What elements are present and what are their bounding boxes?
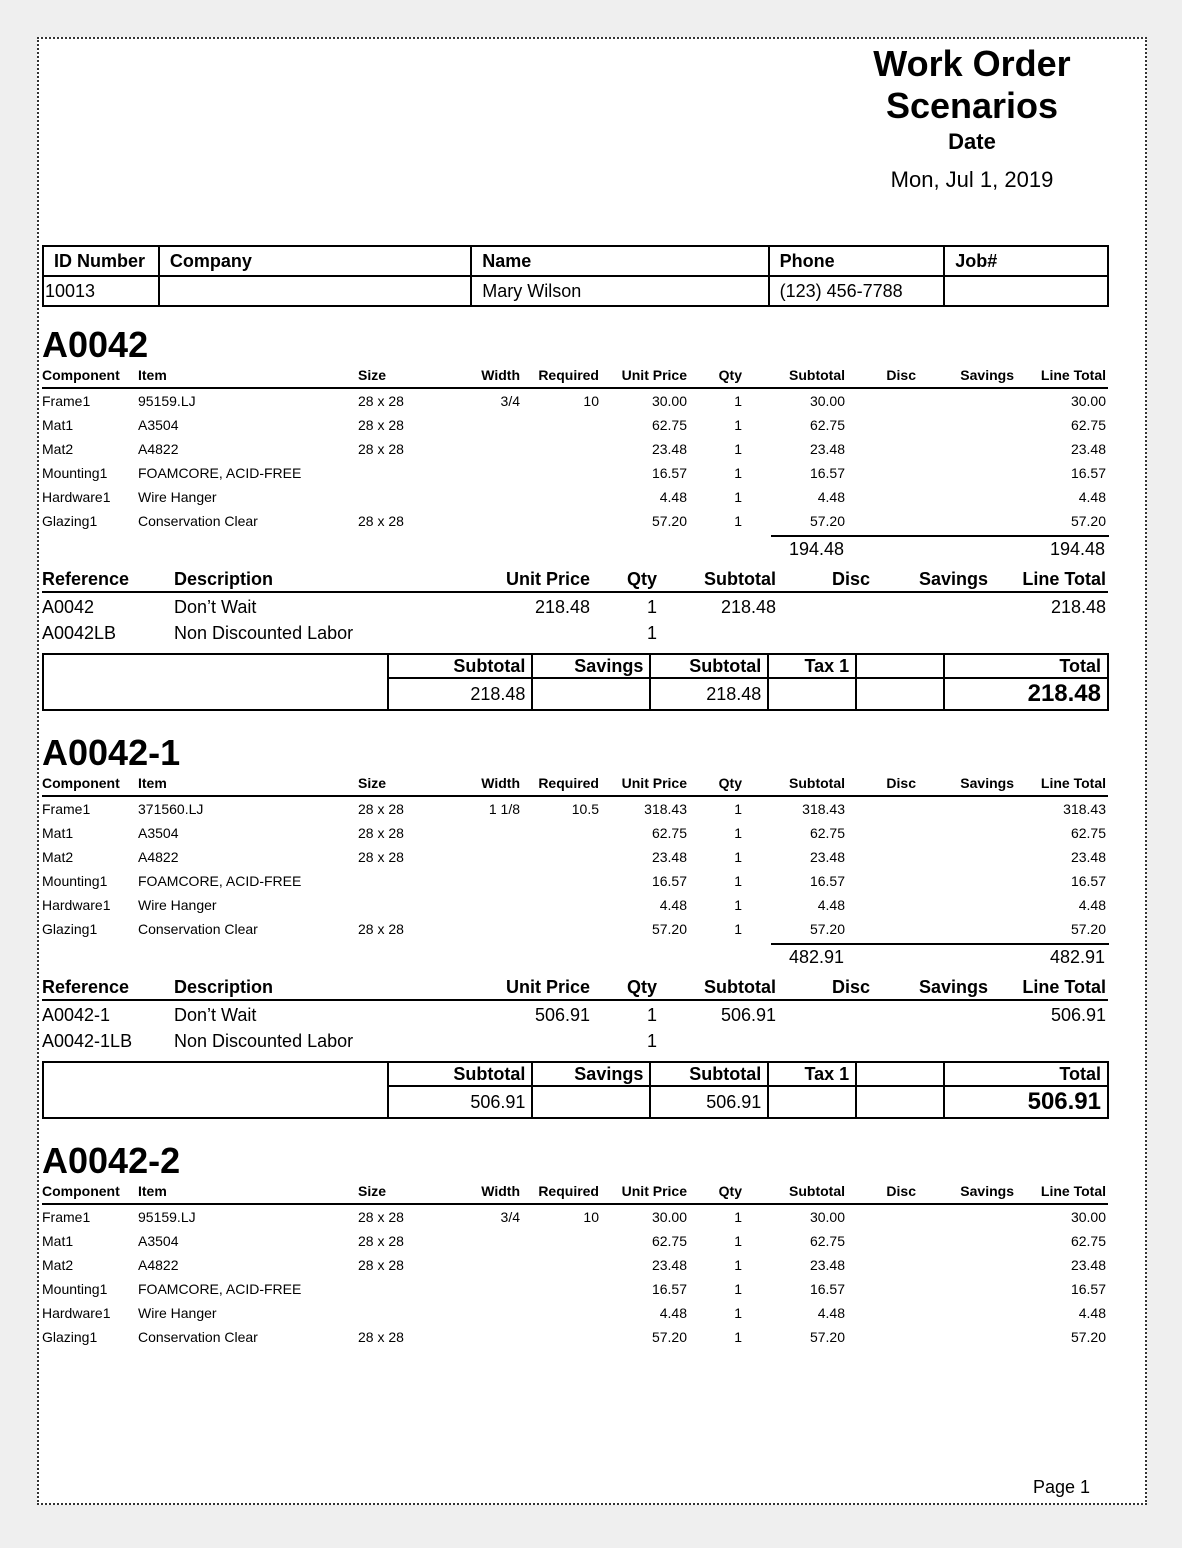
component-cell: Mat1	[42, 825, 74, 841]
component-cell: 4.48	[1078, 489, 1106, 505]
component-cell: 16.57	[809, 465, 845, 481]
component-header-cell: Item	[138, 775, 167, 791]
component-cell: A4822	[138, 1257, 179, 1273]
component-header-cell: Unit Price	[621, 1183, 687, 1199]
component-row	[42, 391, 1108, 413]
reference-header-row	[42, 975, 1108, 1001]
component-cell: A3504	[138, 1233, 179, 1249]
component-cell: 30.00	[1070, 1209, 1106, 1225]
component-cell: 30.00	[651, 393, 687, 409]
reference-cell: A0042LB	[42, 623, 117, 643]
component-header-row	[42, 365, 1108, 389]
component-cell: 16.57	[809, 873, 845, 889]
reference-cell: Non Discounted Labor	[174, 1031, 354, 1051]
component-cell: 28 x 28	[358, 1209, 404, 1225]
reference-cell: Non Discounted Labor	[174, 623, 354, 643]
component-cell: 23.48	[1070, 849, 1106, 865]
component-header-cell: Size	[358, 1183, 387, 1199]
customer-phone: (123) 456-7788	[769, 276, 945, 306]
component-cell: Hardware1	[42, 489, 111, 505]
component-header-cell: Required	[538, 367, 599, 383]
component-row	[42, 1231, 1108, 1253]
component-cell: 16.57	[1070, 873, 1106, 889]
reference-header-cell: Unit Price	[505, 569, 590, 589]
component-header-cell: Size	[358, 775, 387, 791]
component-row	[42, 895, 1108, 917]
component-cell: 16.57	[1070, 465, 1106, 481]
component-header-cell: Component	[42, 775, 120, 791]
reference-header-cell: Disc	[831, 977, 870, 997]
totals-header-cell: Subtotal	[650, 1062, 768, 1086]
component-cell: 10	[583, 393, 599, 409]
reference-header-cell: Qty	[626, 569, 657, 589]
component-cell: 28 x 28	[358, 1257, 404, 1273]
component-cell: 1	[734, 1257, 742, 1273]
component-sum-line	[771, 943, 1109, 945]
component-sum-linetotal: 482.91	[1049, 947, 1105, 967]
component-cell: 318.43	[802, 801, 845, 817]
component-row	[42, 439, 1108, 461]
totals-table	[42, 653, 1109, 711]
component-cell: 23.48	[651, 1257, 687, 1273]
component-row	[42, 511, 1108, 533]
component-row	[42, 487, 1108, 509]
component-cell: FOAMCORE, ACID-FREE	[138, 1281, 302, 1297]
component-cell: 62.75	[809, 1233, 845, 1249]
order-id: A0042-1	[42, 732, 181, 773]
customer-header-name: Name	[471, 246, 768, 276]
reference-header-cell: Reference	[42, 977, 130, 997]
component-header-cell: Qty	[718, 1183, 742, 1199]
component-cell: 3/4	[500, 393, 520, 409]
totals-header-row	[43, 654, 1108, 678]
totals-value-cell: 218.48	[650, 678, 768, 710]
component-cell: Wire Hanger	[138, 489, 217, 505]
customer-id: 10013	[43, 276, 159, 306]
component-cell: A4822	[138, 441, 179, 457]
customer-name: Mary Wilson	[471, 276, 768, 306]
component-cell: 57.20	[1070, 513, 1106, 529]
component-header-cell: Unit Price	[621, 775, 687, 791]
reference-cell: 1	[646, 1005, 657, 1025]
component-cell: Conservation Clear	[138, 1329, 258, 1345]
component-cell: 62.75	[1070, 417, 1106, 433]
component-cell: Hardware1	[42, 1305, 111, 1321]
component-cell: 62.75	[651, 417, 687, 433]
component-cell: 10.5	[571, 801, 599, 817]
component-cell: 3/4	[500, 1209, 520, 1225]
component-cell: Mat2	[42, 441, 74, 457]
report-page	[37, 37, 1147, 1505]
totals-header-cell: Total	[944, 1062, 1108, 1086]
component-header-cell: Savings	[960, 775, 1014, 791]
reference-row	[42, 621, 1108, 647]
component-row	[42, 1207, 1108, 1229]
reference-header-cell: Disc	[831, 569, 870, 589]
reference-cell: 1	[646, 1031, 657, 1051]
totals-value-cell	[856, 678, 944, 710]
component-cell: 16.57	[651, 873, 687, 889]
component-cell: 1	[734, 417, 742, 433]
component-cell: 23.48	[809, 441, 845, 457]
component-cell: 57.20	[651, 513, 687, 529]
totals-header-cell: Tax 1	[768, 654, 856, 678]
component-cell: 62.75	[809, 417, 845, 433]
reference-cell: 218.48	[534, 597, 590, 617]
totals-value-cell	[532, 1086, 650, 1118]
component-cell: FOAMCORE, ACID-FREE	[138, 465, 302, 481]
component-sum-subtotal: 482.91	[789, 947, 845, 967]
totals-value-cell: 218.48	[388, 678, 532, 710]
reference-header-cell: Line Total	[1022, 977, 1106, 997]
totals-header-cell: Subtotal	[388, 1062, 532, 1086]
component-cell: 1	[734, 489, 742, 505]
component-row	[42, 847, 1108, 869]
totals-header-cell: Savings	[532, 654, 650, 678]
reference-cell: 506.91	[534, 1005, 590, 1025]
totals-value-cell: 506.91	[388, 1086, 532, 1118]
component-row	[42, 919, 1108, 941]
component-header-cell: Item	[138, 1183, 167, 1199]
reference-cell: 1	[646, 623, 657, 643]
component-cell: 10	[583, 1209, 599, 1225]
component-cell: A3504	[138, 825, 179, 841]
component-cell: 28 x 28	[358, 393, 404, 409]
customer-job	[944, 276, 1108, 306]
component-cell: 57.20	[1070, 921, 1106, 937]
component-cell: Mounting1	[42, 465, 108, 481]
reference-cell: Don’t Wait	[174, 597, 257, 617]
component-row	[42, 463, 1108, 485]
component-cell: 318.43	[644, 801, 687, 817]
reference-header-cell: Description	[174, 569, 274, 589]
component-row	[42, 871, 1108, 893]
component-cell: Glazing1	[42, 921, 98, 937]
reference-header-cell: Subtotal	[704, 977, 776, 997]
reference-header-cell: Savings	[918, 569, 988, 589]
component-cell: 16.57	[809, 1281, 845, 1297]
totals-header-row	[43, 1062, 1108, 1086]
date-value: Mon, Jul 1, 2019	[890, 167, 1054, 192]
component-cell: 1	[734, 801, 742, 817]
reference-header-cell: Subtotal	[704, 569, 776, 589]
component-cell: 57.20	[809, 513, 845, 529]
component-header-cell: Subtotal	[789, 1183, 845, 1199]
reference-row	[42, 1029, 1108, 1055]
component-cell: 1 1/8	[488, 801, 520, 817]
component-sum-subtotal: 194.48	[789, 539, 845, 559]
component-cell: 1	[734, 849, 742, 865]
report-title-line1: Work Order	[873, 43, 1071, 84]
component-cell: 62.75	[651, 1233, 687, 1249]
component-header-cell: Size	[358, 367, 387, 383]
component-header-cell: Item	[138, 367, 167, 383]
component-cell: 16.57	[1070, 1281, 1106, 1297]
component-cell: 1	[734, 1233, 742, 1249]
totals-value-cell	[856, 1086, 944, 1118]
totals-header-cell	[856, 1062, 944, 1086]
customer-company	[159, 276, 471, 306]
component-row	[42, 1303, 1108, 1325]
component-cell: Frame1	[42, 393, 91, 409]
component-header-cell: Width	[481, 367, 520, 383]
component-cell: 23.48	[651, 441, 687, 457]
component-row	[42, 799, 1108, 821]
reference-cell: A0042	[42, 597, 95, 617]
component-cell: 30.00	[651, 1209, 687, 1225]
component-cell: 4.48	[817, 1305, 845, 1321]
component-cell: 62.75	[651, 825, 687, 841]
component-cell: 371560.LJ	[138, 801, 204, 817]
component-cell: 57.20	[1070, 1329, 1106, 1345]
component-cell: 1	[734, 1209, 742, 1225]
customer-header-job: Job#	[944, 246, 1108, 276]
component-header-cell: Disc	[886, 775, 916, 791]
component-header-cell: Disc	[886, 1183, 916, 1199]
component-header-row	[42, 1181, 1108, 1205]
component-header-cell: Component	[42, 1183, 120, 1199]
component-cell: Hardware1	[42, 897, 111, 913]
totals-header-cell: Tax 1	[768, 1062, 856, 1086]
component-header-cell: Width	[481, 775, 520, 791]
order-id: A0042-2	[42, 1140, 181, 1181]
totals-value-cell	[532, 678, 650, 710]
component-cell: A3504	[138, 417, 179, 433]
component-header-cell: Subtotal	[789, 367, 845, 383]
component-header-cell: Required	[538, 775, 599, 791]
totals-header-cell: Subtotal	[650, 654, 768, 678]
component-cell: 28 x 28	[358, 513, 404, 529]
component-cell: Mounting1	[42, 873, 108, 889]
component-cell: 4.48	[1078, 1305, 1106, 1321]
customer-header-company: Company	[159, 246, 471, 276]
component-cell: 1	[734, 513, 742, 529]
component-row	[42, 415, 1108, 437]
component-cell: 23.48	[1070, 1257, 1106, 1273]
component-cell: 30.00	[809, 393, 845, 409]
component-sum-line	[771, 535, 1109, 537]
customer-header-phone: Phone	[769, 246, 945, 276]
component-cell: Frame1	[42, 801, 91, 817]
reference-cell: A0042-1	[42, 1005, 111, 1025]
reference-header-cell: Savings	[918, 977, 988, 997]
totals-blank-cell	[43, 654, 388, 710]
component-cell: 23.48	[1070, 441, 1106, 457]
reference-cell: Don’t Wait	[174, 1005, 257, 1025]
component-cell: FOAMCORE, ACID-FREE	[138, 873, 302, 889]
component-header-cell: Unit Price	[621, 367, 687, 383]
component-cell: 4.48	[659, 897, 687, 913]
component-header-cell: Subtotal	[789, 775, 845, 791]
reference-cell: 1	[646, 597, 657, 617]
component-header-cell: Savings	[960, 1183, 1014, 1199]
component-cell: Mat1	[42, 1233, 74, 1249]
totals-value-cell: 506.91	[650, 1086, 768, 1118]
component-cell: 1	[734, 825, 742, 841]
component-cell: 1	[734, 897, 742, 913]
component-cell: 23.48	[809, 1257, 845, 1273]
component-cell: 1	[734, 393, 742, 409]
totals-value-cell	[768, 678, 856, 710]
component-cell: 28 x 28	[358, 825, 404, 841]
component-cell: A4822	[138, 849, 179, 865]
component-cell: 1	[734, 921, 742, 937]
grand-total: 506.91	[944, 1086, 1108, 1118]
component-cell: Conservation Clear	[138, 921, 258, 937]
component-cell: 30.00	[809, 1209, 845, 1225]
totals-header-cell: Savings	[532, 1062, 650, 1086]
component-cell: 318.43	[1063, 801, 1106, 817]
component-row	[42, 823, 1108, 845]
report-title-line2: Scenarios	[885, 85, 1059, 126]
component-cell: 57.20	[809, 921, 845, 937]
component-cell: 28 x 28	[358, 801, 404, 817]
component-cell: Wire Hanger	[138, 897, 217, 913]
component-header-cell: Disc	[886, 367, 916, 383]
component-cell: 4.48	[817, 489, 845, 505]
reference-row	[42, 595, 1108, 621]
component-cell: 30.00	[1070, 393, 1106, 409]
component-header-cell: Line Total	[1040, 1183, 1106, 1199]
component-header-cell: Line Total	[1040, 367, 1106, 383]
component-sum-linetotal: 194.48	[1049, 539, 1105, 559]
reference-header-cell: Reference	[42, 569, 130, 589]
component-cell: 4.48	[659, 489, 687, 505]
component-cell: Conservation Clear	[138, 513, 258, 529]
component-cell: 28 x 28	[358, 1233, 404, 1249]
component-cell: 57.20	[651, 921, 687, 937]
component-header-cell: Qty	[718, 367, 742, 383]
totals-value-cell	[768, 1086, 856, 1118]
component-header-row	[42, 773, 1108, 797]
reference-cell: A0042-1LB	[42, 1031, 133, 1051]
customer-header-id: ID Number	[43, 246, 159, 276]
totals-blank-cell	[43, 1062, 388, 1118]
reference-header-cell: Unit Price	[505, 977, 590, 997]
component-row	[42, 1255, 1108, 1277]
totals-table	[42, 1061, 1109, 1119]
component-row	[42, 1279, 1108, 1301]
component-cell: 62.75	[1070, 1233, 1106, 1249]
component-cell: Mounting1	[42, 1281, 108, 1297]
component-cell: 57.20	[809, 1329, 845, 1345]
component-cell: 1	[734, 465, 742, 481]
component-header-cell: Line Total	[1040, 775, 1106, 791]
component-cell: 28 x 28	[358, 921, 404, 937]
component-header-cell: Qty	[718, 775, 742, 791]
component-cell: 16.57	[651, 1281, 687, 1297]
component-cell: 95159.LJ	[138, 393, 196, 409]
component-cell: 4.48	[1078, 897, 1106, 913]
component-cell: 16.57	[651, 465, 687, 481]
component-cell: Wire Hanger	[138, 1305, 217, 1321]
component-header-cell: Component	[42, 367, 120, 383]
customer-table	[42, 245, 1109, 307]
component-header-cell: Width	[481, 1183, 520, 1199]
reference-header-cell: Line Total	[1022, 569, 1106, 589]
reference-header-row	[42, 567, 1108, 593]
date-label: Date	[948, 129, 996, 154]
totals-header-cell	[856, 654, 944, 678]
component-cell: 28 x 28	[358, 849, 404, 865]
grand-total: 218.48	[944, 678, 1108, 710]
component-cell: 28 x 28	[358, 441, 404, 457]
reference-header-cell: Description	[174, 977, 274, 997]
component-cell: 1	[734, 1305, 742, 1321]
component-cell: Glazing1	[42, 513, 98, 529]
component-cell: 4.48	[659, 1305, 687, 1321]
reference-row	[42, 1003, 1108, 1029]
component-cell: 28 x 28	[358, 1329, 404, 1345]
component-cell: 23.48	[651, 849, 687, 865]
order-id: A0042	[42, 324, 149, 365]
reference-cell: 506.91	[720, 1005, 776, 1025]
reference-cell: 218.48	[1050, 597, 1106, 617]
component-cell: 23.48	[809, 849, 845, 865]
component-cell: Mat2	[42, 1257, 74, 1273]
totals-header-cell: Total	[944, 654, 1108, 678]
component-cell: 1	[734, 873, 742, 889]
component-cell: Frame1	[42, 1209, 91, 1225]
component-cell: Glazing1	[42, 1329, 98, 1345]
component-cell: 1	[734, 441, 742, 457]
component-cell: 1	[734, 1329, 742, 1345]
component-cell: 57.20	[651, 1329, 687, 1345]
totals-header-cell: Subtotal	[388, 654, 532, 678]
component-cell: 4.48	[817, 897, 845, 913]
component-cell: 1	[734, 1281, 742, 1297]
reference-cell: 506.91	[1050, 1005, 1106, 1025]
component-row	[42, 1327, 1108, 1349]
component-cell: Mat2	[42, 849, 74, 865]
component-header-cell: Savings	[960, 367, 1014, 383]
component-cell: 62.75	[1070, 825, 1106, 841]
reference-header-cell: Qty	[626, 977, 657, 997]
page-number: Page 1	[1033, 1477, 1091, 1497]
report-title	[857, 43, 1087, 127]
reference-cell: 218.48	[720, 597, 776, 617]
component-cell: 95159.LJ	[138, 1209, 196, 1225]
component-header-cell: Required	[538, 1183, 599, 1199]
component-cell: 28 x 28	[358, 417, 404, 433]
component-cell: Mat1	[42, 417, 74, 433]
component-cell: 62.75	[809, 825, 845, 841]
